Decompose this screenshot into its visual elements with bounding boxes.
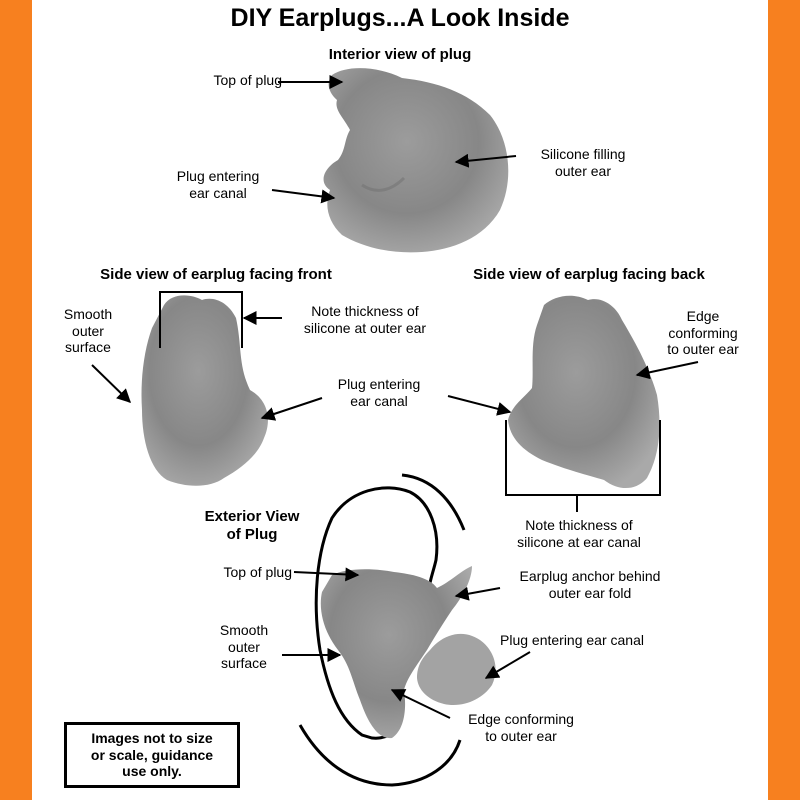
side-back-heading: Side view of earplug facing back (473, 266, 705, 283)
side-front-canal-label: Plug entering ear canal (337, 376, 421, 409)
disclaimer-line-1: Images not to size (91, 729, 213, 746)
interior-top-label: Top of plug (213, 72, 282, 88)
arrow-interior-canal (272, 190, 334, 198)
exterior-heading: Exterior View of Plug (204, 508, 300, 543)
disclaimer-line-2: or scale, guidance (90, 746, 214, 763)
exterior-edge-label: Edge conforming to outer ear (468, 711, 574, 744)
arrow-back-canal (448, 396, 510, 412)
side-back-plug-shape (508, 296, 660, 488)
side-front-thickness-label: Note thickness of silicone at outer ear (303, 303, 427, 336)
exterior-anchor-label: Earplug anchor behind outer ear fold (519, 568, 661, 601)
exterior-top-label: Top of plug (223, 564, 292, 580)
page-title: DIY Earplugs...A Look Inside (230, 4, 570, 32)
exterior-smooth-label: Smooth outer surface (219, 622, 269, 672)
side-back-thickness-label: Note thickness of silicone at ear canal (517, 517, 641, 550)
side-back-edge-label: Edge conforming to outer ear (667, 308, 739, 358)
disclaimer-line-3: use only. (122, 763, 182, 780)
disclaimer-box (64, 722, 240, 788)
exterior-canal-label: Plug entering ear canal (500, 632, 644, 648)
arrow-front-smooth (92, 365, 130, 402)
interior-canal-label: Plug entering ear canal (176, 168, 260, 201)
interior-filling-label: Silicone filling outer ear (540, 146, 626, 179)
interior-heading: Interior view of plug (328, 46, 472, 63)
diagram-page (32, 0, 768, 800)
side-front-smooth-label: Smooth outer surface (63, 306, 113, 356)
arrow-front-canal (262, 398, 322, 418)
side-front-heading: Side view of earplug facing front (100, 266, 332, 283)
